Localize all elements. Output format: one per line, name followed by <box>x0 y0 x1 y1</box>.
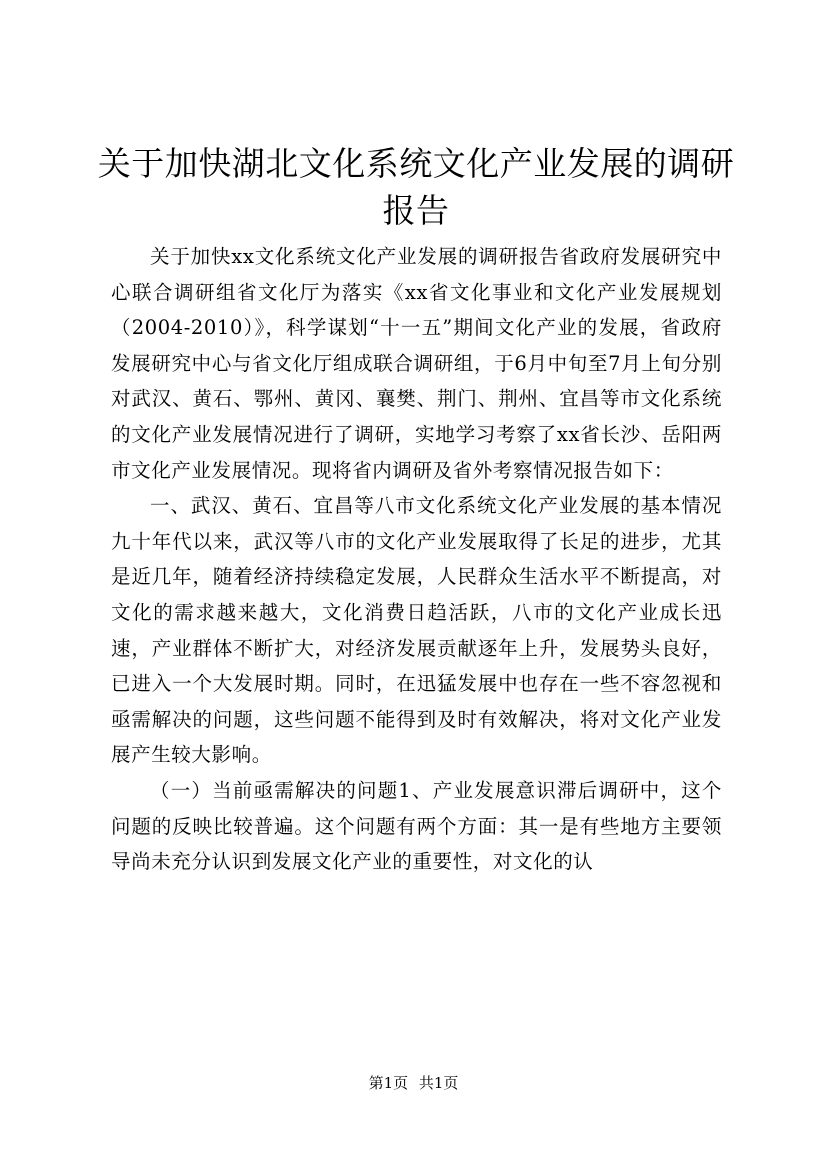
paragraph-subsection-one: （一）当前亟需解决的问题1、产业发展意识滞后调研中，这个问题的反映比较普遍。这个问题有两个方面：其一是有些地方主要领导尚未充分认识到发展文化产业的重要性，对文化的认 <box>111 778 722 874</box>
document-body <box>111 239 722 880</box>
page-number: 第1页 <box>368 1074 409 1092</box>
paragraph-intro: 关于加快xx文化系统文化产业发展的调研报告省政府发展研究中心联合调研组省文化厅为落实《xx省文化事业和文化产业发展规划（2004-2010）》，科学谋划“十一五”期间文化产业的发展，省政府发展研究中心与省文化厅组成联合调研组，于6月中旬至7月上旬分别对武汉、黄石、鄂州、黄冈、襄樊、荆门、荆州、宜昌等市文化系统的文化产业发展情况进行了调研，实地学习考察了xx省长沙、岳阳两市文化产业发展情况。现将省内调研及省外考察情况报告如下： <box>111 245 722 482</box>
page-total: 共1页 <box>418 1074 459 1092</box>
page-footer <box>0 1073 827 1093</box>
document-title: 关于加快湖北文化系统文化产业发展的调研报告 <box>97 144 735 230</box>
paragraph-section-one: 一、武汉、黄石、宜昌等八市文化系统文化产业发展的基本情况九十年代以来，武汉等八市的文化产业发展取得了长足的进步，尤其是近几年，随着经济持续稳定发展，人民群众生活水平不断提高，对文化的需求越来越大，文化消费日趋活跃，八市的文化产业成长迅速，产业群体不断扩大，对经济发展贡献逐年上升，发展势头良好，已进入一个大发展时期。同时，在迅猛发展中也存在一些不容忽视和亟需解决的问题，这些问题不能得到及时有效解决，将对文化产业发展产生较大影响。 <box>111 494 722 767</box>
